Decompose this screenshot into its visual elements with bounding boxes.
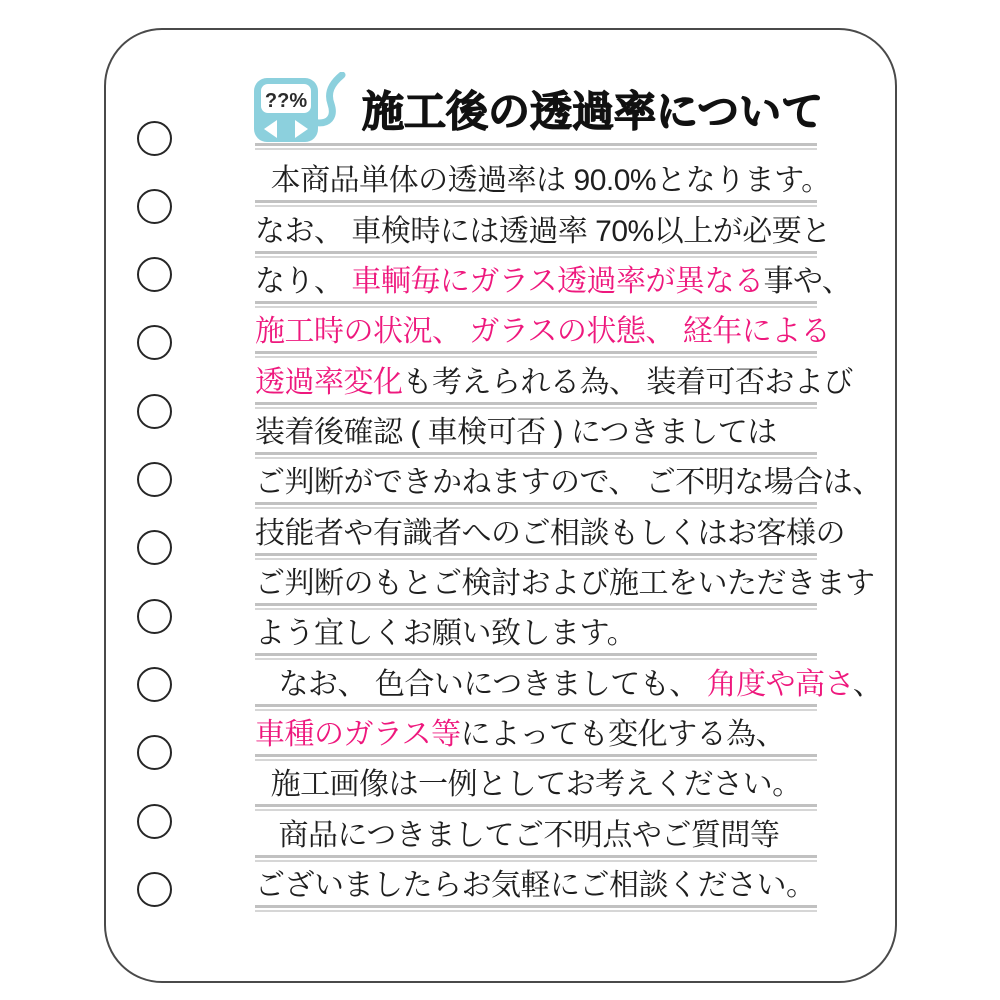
text-line-content [255, 164, 831, 198]
binder-hole [137, 257, 172, 292]
body-text: 本商品単体の透過率は 90.0%となります。 [255, 164, 831, 198]
text-line [255, 258, 852, 308]
ruled-line [255, 603, 817, 610]
text-line [255, 761, 817, 811]
text-line [255, 308, 831, 358]
page-title: 施工後の透過率について [362, 88, 824, 135]
ruled-line [255, 251, 817, 258]
binder-hole [137, 667, 172, 702]
text-line-content [255, 819, 779, 853]
highlighted-text: 車輌毎にガラス透過率が異なる [351, 265, 764, 299]
binder-hole [137, 735, 172, 770]
text-line [255, 711, 817, 761]
body-text: ございましたらお気軽にご相談ください。 [255, 869, 816, 903]
ruled-line [255, 704, 817, 711]
binder-hole [137, 872, 172, 907]
ruled-line [255, 855, 817, 862]
ruled-line [255, 553, 817, 560]
text-line [255, 207, 831, 257]
ruled-line [255, 351, 817, 358]
body-text: ご判断ができかねますので、 ご不明な場合は、 [255, 466, 882, 500]
ruled-line [255, 452, 817, 459]
text-line [255, 358, 853, 408]
text-line [255, 660, 883, 710]
binder-hole [137, 804, 172, 839]
page-header [254, 72, 823, 146]
body-text: 、 [852, 667, 883, 701]
ruled-line [255, 804, 817, 811]
text-line-content [255, 567, 875, 601]
body-text: 商品につきましてご不明点やご質問等 [255, 818, 780, 852]
text-line-content [255, 517, 845, 551]
transmittance-meter-icon [254, 72, 348, 146]
body-text: 技能者や有識者へのご相談もしくはお客様の [255, 516, 845, 550]
text-line [255, 157, 831, 207]
body-text: も考えられる為、 装着可否および [402, 365, 853, 399]
body-text: 事や、 [763, 265, 852, 299]
body-text: よう宜しくお願い致します。 [255, 617, 637, 651]
ruled-line [255, 200, 817, 207]
text-line [255, 509, 845, 559]
ruled-line [255, 754, 817, 761]
text-line-content [255, 718, 785, 752]
ruled-line [255, 502, 817, 509]
ruled-line [255, 402, 817, 409]
body-text: 施工画像は一例としてお考えください。 [255, 768, 802, 802]
ruled-line [255, 905, 817, 912]
body-text: なお、 色合いにつきましても、 [255, 667, 707, 701]
body-text: によっても変化する為、 [460, 718, 786, 752]
text-line [255, 811, 817, 861]
text-line [255, 862, 817, 912]
binder-hole [137, 394, 172, 429]
text-line-content [255, 416, 777, 450]
text-line [255, 459, 882, 509]
text-line-content [255, 617, 636, 651]
highlighted-text: 施工時の状況、 ガラスの状態、 経年による [255, 315, 831, 349]
text-line-content [255, 668, 882, 702]
text-line-content [255, 215, 831, 249]
binder-hole [137, 599, 172, 634]
binder-hole [137, 121, 172, 156]
text-line [255, 409, 817, 459]
body-text: なり、 [255, 265, 352, 299]
text-line-content [255, 768, 802, 802]
highlighted-text: 車種のガラス等 [255, 718, 461, 752]
text-line-content [255, 466, 882, 500]
binder-hole [137, 462, 172, 497]
body-text: なお、 車検時には透過率 70%以上が必要と [255, 214, 831, 248]
ruled-line [255, 301, 817, 308]
text-line-content [255, 366, 853, 400]
text-line-content [255, 265, 851, 299]
text-line-content [255, 315, 830, 349]
meter-screen-text: ??% [264, 90, 308, 112]
highlighted-text: 透過率変化 [255, 365, 403, 399]
ruled-line [255, 653, 817, 660]
body-text: 装着後確認 ( 車検可否 ) につきましては [255, 416, 777, 450]
text-lines [255, 157, 883, 912]
text-line [255, 560, 875, 610]
title-ruled-line [255, 143, 817, 150]
body-text: ご判断のもとご検討および施工をいただきます [255, 567, 875, 601]
binder-hole [137, 189, 172, 224]
text-line [255, 610, 817, 660]
text-line-content [255, 869, 816, 903]
highlighted-text: 角度や高さ [706, 667, 853, 701]
